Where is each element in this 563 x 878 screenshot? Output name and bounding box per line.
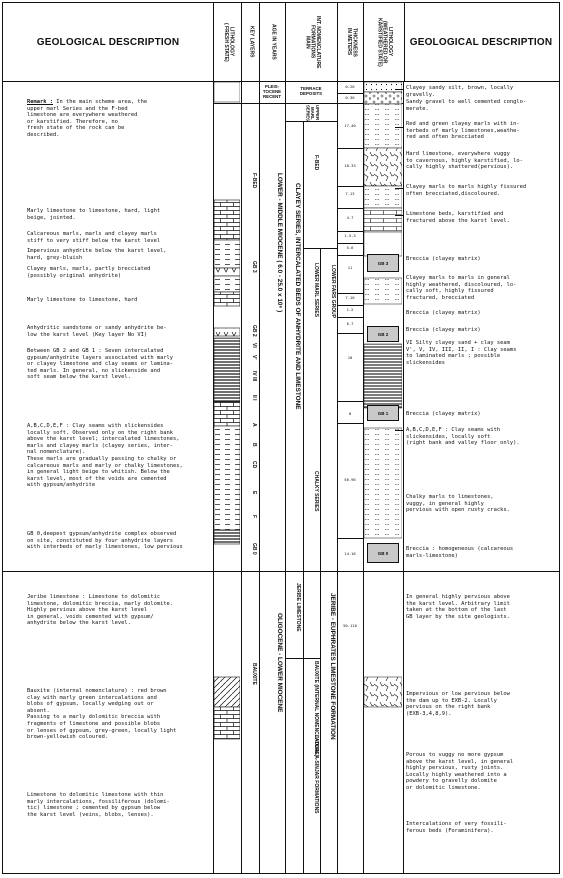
- key-layer-gb0: GB 0: [251, 543, 257, 555]
- left-description-item: Anhydritic sandstone or sandy anhydrite be- low the karst level (Key layer No VI): [27, 325, 167, 338]
- formation-clayey-series: CLAYEY SERIES, INTERCALATED BEDS OF ANHYDRITE AND LIMESTONE: [294, 183, 301, 410]
- left-description-heading: GEOLOGICAL DESCRIPTION: [36, 36, 180, 48]
- column-thickness: THICKNESS IN METERS: [337, 3, 364, 81]
- thickness-divider: [337, 293, 363, 294]
- thickness-value: 1-2: [346, 307, 354, 312]
- formation-f-bed: F-BED: [313, 155, 319, 171]
- formation-jeribe-euphrates: JERIBE - EUPHRATES LIMESTONE FORMATION: [329, 593, 336, 740]
- thickness-value: 7-10: [345, 295, 355, 300]
- left-description-item: Limestone to dolomitic limestone with thin marly intercalations, fossiliferous (dolomi- tic) limestone ; cemented by gypsum below the karst level (veins, blobs, lenses).: [27, 792, 170, 818]
- key-layer-gb2: GB 2: [251, 325, 257, 337]
- formation-terrace-deposits: TERRACE DEPOSITS: [299, 86, 323, 96]
- right-description-item: In general highly pervious above the karst level. Arbitrary limit taken at the bottom of the last GB layer by the site geologists.: [406, 594, 510, 620]
- formation-divider: [285, 121, 337, 122]
- thickness-value: 1.5-3: [344, 233, 356, 238]
- right-description-item: Breccia (clayey matrix): [406, 310, 481, 316]
- thickness-divider: [337, 317, 363, 318]
- age-pleistocene: PLEIS- TOCENE RECENT: [262, 84, 282, 99]
- left-description-item: Bauxite (internal nomenclature) : red brown clay with marly green intercalations and blobs of gypsum, locally wedging out or absent. Passing to a marly dolomitic breccia with fragments of limestone and possible blobs or lenses of gypsum, grey-green, locally light brown-yellowish coloured.: [27, 688, 177, 741]
- key-layer-b: B: [251, 443, 257, 447]
- right-description-item: Impervious or low pervious below the dam up to EXB-2. Locally pervious on the right bank (EXB-3,4,8,9).: [406, 691, 510, 717]
- grid-line: [285, 81, 286, 873]
- right-description-item: Clayey marls to marls in general highly weathered, discoloured, lo- cally soft, highly fissured fractured, brecciated: [406, 275, 517, 301]
- key-layer-vi: VI: [251, 343, 257, 348]
- right-description-item: Intercalations of very fossili- ferous beds (Foraminifera).: [406, 821, 507, 834]
- thickness-divider: [337, 423, 363, 424]
- breccia-gb0: GB 0: [367, 543, 399, 563]
- leader-tick: [395, 127, 403, 128]
- column-formations: INT. NOMENCLATURE FORMATIONS MAIN: [285, 3, 338, 81]
- left-description-item: A,B,C,D,E,F : Clay seams with slickensides locally soft. Observed only on the right bank above the karst level; intercalated limestones, marls and clayey marls (clayey series, inter- nal nomenclature). These marls are gradually passing to chalky or calcareous marls and marly or chalky limestones, in general light beige to whitish. Below the karst level, most of the voids are cemented with gypsum/anhydrite: [27, 423, 183, 489]
- formation-jeribe-limestone: JERIBE LIMESTONE: [295, 583, 301, 632]
- key-layer-e: E: [251, 491, 257, 495]
- right-description-heading: GEOLOGICAL DESCRIPTION: [409, 36, 553, 48]
- thickness-divider: [337, 243, 363, 244]
- thickness-value: 17-40: [344, 123, 356, 128]
- formation-upper-marl: UPPER MARL SERIES: [305, 105, 320, 122]
- leader-tick: [395, 430, 403, 431]
- age-oligocene: OLIGOCENE - LOWER MIOCENE: [276, 613, 283, 713]
- thickness-divider: [337, 255, 363, 256]
- thickness-value: 0-30: [345, 95, 355, 100]
- right-description-item: Sandy gravel to well cemented conglo- merate.: [406, 99, 527, 112]
- key-layer-bauxite: BAUXITE: [251, 663, 257, 685]
- thickness-value: 11: [347, 265, 353, 270]
- left-description-item: Impervious anhydrite below the karst level, hard, grey-bluish: [27, 248, 167, 261]
- thickness-value: 5-6: [346, 245, 354, 250]
- remark-text: Remark : In the main scheme area, the upper marl Series and the F-bed limestone are everywhere weathered or karstified. Therefore, no fresh state of the rock can be described.: [27, 99, 148, 138]
- right-description-item: Clayey marls to marls highly fissured often brecciated,discoloured.: [406, 184, 527, 197]
- right-description-item: Breccia (clayey matrix): [406, 327, 481, 333]
- thickness-value: 7-13: [345, 191, 355, 196]
- left-description-item: GB 0,deepest gypsum/anhydrite complex observed on site, constituted by four anhydrite layers with interbeds of marly limestones, low pervious: [27, 531, 183, 551]
- left-description-item: Calcareous marls, marls and clayey marls stiff to very stiff below the karst level: [27, 231, 161, 244]
- grid-line: [320, 248, 321, 873]
- thickness-divider: [337, 186, 363, 187]
- right-description-item: Limestone beds, karstified and fractured above the karst level.: [406, 211, 510, 224]
- thickness-divider: [337, 305, 363, 306]
- formation-jaddala-sinjar: JADDALA-SINJAR FORMATIONS: [313, 735, 319, 814]
- thickness-value: 10: [347, 355, 353, 360]
- grid-line: [241, 81, 242, 873]
- leader-tick: [395, 215, 403, 216]
- grid-line: [403, 81, 404, 873]
- key-layer-cd: CD: [251, 461, 257, 469]
- thickness-value: 4-7: [346, 215, 354, 220]
- right-description-item: A,B,C,D,E,F : Clay seams with slickensides, locally soft (right bank and valley floor only).: [406, 427, 520, 447]
- right-description-item: VI Silty clayey sand + clay seam V', V, IV, III, II, I : Clay seams to laminated marls ; possible slickensides: [406, 340, 517, 366]
- column-lithology-fresh: LITHOLOGY ( FRESH STATE): [213, 3, 242, 81]
- thickness-divider: [337, 148, 363, 149]
- thickness-divider: [337, 538, 363, 539]
- left-description-item: Between GB 2 and GB 1 : Seven intercalated gypsum/anhydrite layers associated with marly or clayey limestone and clay seams or lamina- ted marls. In general, no slickenside and soft seam below the karst level.: [27, 348, 174, 381]
- leader-tick: [395, 188, 403, 189]
- thickness-divider: [337, 208, 363, 209]
- formation-divider: [303, 248, 337, 249]
- thickness-value: 18-33: [344, 163, 356, 168]
- thickness-value: 8: [348, 411, 352, 416]
- formation-bauxite-int: BAUXITE (INTERNAL NOMENCLATURE): [313, 661, 319, 757]
- thickness-divider: [337, 401, 363, 402]
- key-layer-f: F: [251, 515, 257, 519]
- thickness-divider: [337, 93, 363, 94]
- right-description-item: Porous to vuggy no more gypsum above the karst level, in general highly pervious, rusty joints. Locally highly weathered into a powdery to gravelly dolomite or dolomitic limestone.: [406, 752, 514, 791]
- lithology-fresh-column: [214, 82, 240, 874]
- key-layer-gb3: GB 3: [251, 261, 257, 273]
- leader-tick: [395, 89, 403, 90]
- left-description-item: Clayey marls, marls, partly brecciated (possibly original anhydrite): [27, 266, 151, 279]
- age-lower-middle-miocene: LOWER - MIDDLE MIOCENE ( 6.0 - 25.0 x 10⁶ ): [276, 173, 283, 313]
- right-description-item: Breccia : homogeneous (calcareous marls-limestone): [406, 546, 514, 559]
- column-lithology-weathered: LITHOLOGY (WEATHERED OR KARSTIFIED STATE): [363, 3, 405, 81]
- formation-chalky: CHALKY SERIES: [313, 471, 319, 512]
- right-description-item: Breccia (clayey matrix): [406, 256, 481, 262]
- thickness-divider: [337, 333, 363, 334]
- breccia-gb3: GB 3: [367, 254, 399, 272]
- breccia-gb1: GB 1: [367, 405, 399, 421]
- thickness-divider: [337, 231, 363, 232]
- lithology-weathered-column: [364, 82, 402, 874]
- column-key-layers: KEY LAYERS: [241, 3, 260, 81]
- breccia-gb2: GB 2: [367, 326, 399, 342]
- thickness-value: 6-7: [346, 321, 354, 326]
- grid-line: [303, 121, 304, 873]
- left-description-item: Marly limestone to limestone, hard: [27, 297, 138, 303]
- right-description-item: Breccia (clayey matrix): [406, 411, 481, 417]
- left-description-item: Marly limestone to limestone, hard, light beige, jointed.: [27, 208, 161, 221]
- thickness-value: 14-16: [344, 551, 356, 556]
- right-description-item: Clayey sandy silt, brown, locally gravelly.: [406, 85, 514, 98]
- grid-line: [259, 81, 260, 873]
- formation-lower-fars: LOWER FARS GROUP: [330, 265, 336, 319]
- right-description-item: Chalky marls to limestones, vuggy, in general highly pervious with open rusty cracks.: [406, 494, 510, 514]
- key-layer-iv-iii: IV III: [251, 371, 257, 382]
- right-description-item: Red and green clayey marls with in- terbeds of marly limestones,weathe- red and often brecciated: [406, 121, 520, 141]
- left-description-item: Jeribe limestone : Limestone to dolomitic limestone, dolomitic breccia, marly dolomite. Highly pervious above the karst level in general, voids cemented with gypsum/ anhydrite below the karst level.: [27, 594, 174, 627]
- thickness-value: 56-96: [344, 477, 356, 482]
- formation-divider: [285, 658, 320, 659]
- thickness-divider: [337, 103, 363, 104]
- thickness-value: 0-20: [345, 84, 355, 89]
- key-layer-f-bed: F-BED: [251, 173, 257, 189]
- thickness-value: 50-110: [343, 623, 357, 628]
- geological-log-sheet: [2, 2, 560, 874]
- key-layer-ii-i: II I: [251, 395, 257, 401]
- formation-lower-marl: LOWER MARL SERIES: [313, 263, 319, 318]
- key-layer-v-prime: V': [251, 355, 257, 360]
- era-boundary-line: [3, 571, 559, 572]
- column-age: AGE IN YEARS: [259, 3, 286, 81]
- right-description-item: Hard limestone, everywhere vuggy to cavernous, highly karstified, lo- cally highly shattered(pervious).: [406, 151, 523, 171]
- key-layer-a: A: [251, 423, 257, 427]
